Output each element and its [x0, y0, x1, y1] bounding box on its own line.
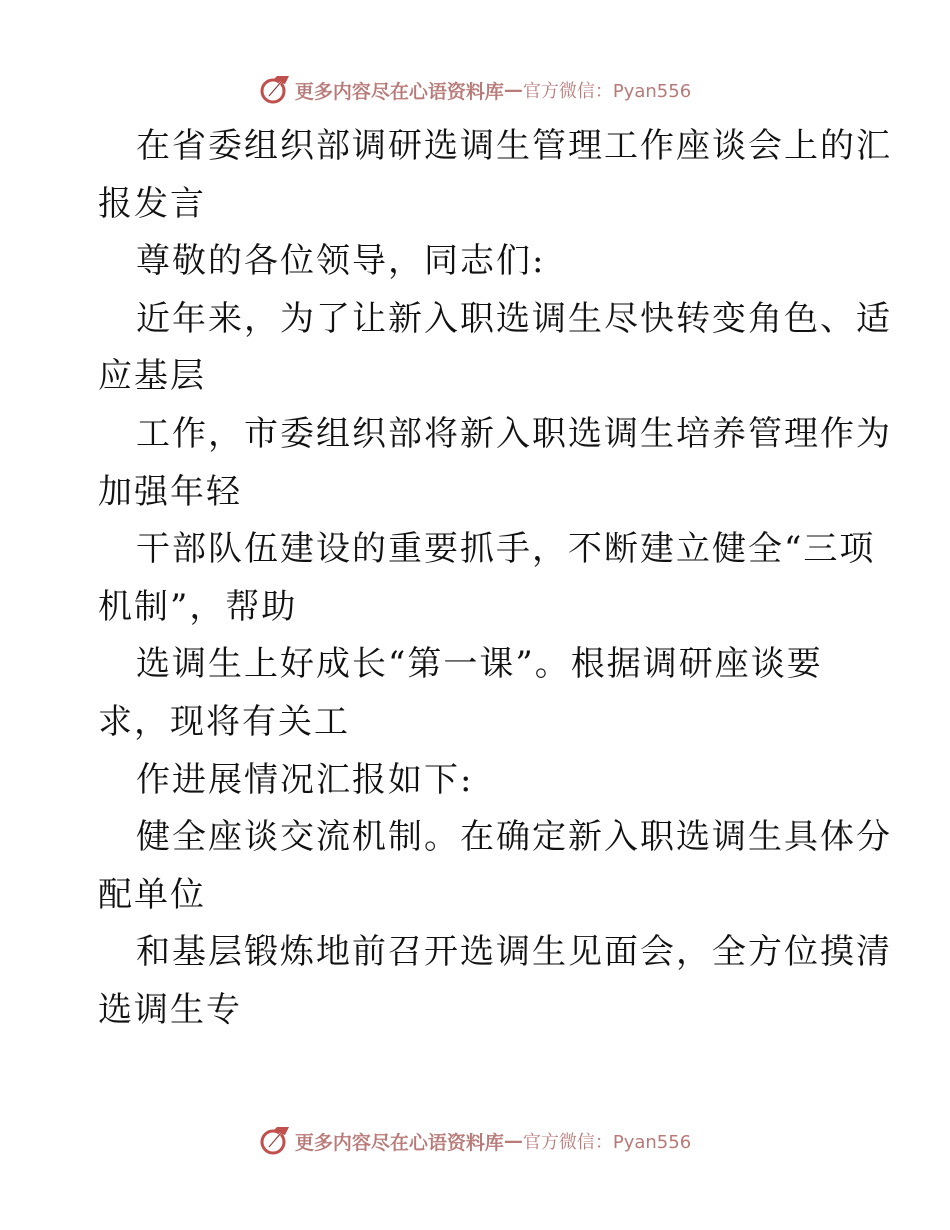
text-line: 近年来，为了让新入职选调生尽快转变角色、适 [136, 298, 892, 339]
text-line: 干部队伍建设的重要抓手，不断建立健全“三项 [136, 529, 876, 570]
quill-pen-logo-icon [259, 1125, 291, 1157]
header-watermark [0, 72, 950, 108]
text-line: 选调生上好成长“第一课”。根据调研座谈要 [136, 644, 823, 685]
text-line: 配单位 [98, 874, 206, 915]
text-line: 在省委组织部调研选调生管理工作座谈会上的汇 [136, 126, 892, 166]
watermark-brand-text: 更多内容尽在心语资料库 [294, 80, 504, 103]
text-line: 加强年轻 [98, 471, 242, 512]
watermark-dash: — [503, 79, 523, 101]
text-line: 工作，市委组织部将新入职选调生培养管理作为 [136, 413, 892, 454]
text-line: 应基层 [98, 356, 206, 397]
quill-pen-logo-icon [259, 74, 291, 106]
footer-watermark [0, 1123, 950, 1159]
watermark-contact-text: 官方微信：Pyan556 [522, 1132, 692, 1153]
text-line: 选调生专 [98, 989, 242, 1030]
text-line: 尊敬的各位领导，同志们: [136, 241, 546, 282]
watermark-brand-text: 更多内容尽在心语资料库 [294, 1131, 504, 1154]
watermark-contact-text: 官方微信：Pyan556 [522, 81, 692, 102]
document-body [98, 118, 892, 1040]
watermark-dash: — [503, 1130, 523, 1152]
text-line: 健全座谈交流机制。在确定新入职选调生具体分 [136, 817, 892, 858]
text-line: 报发言 [98, 183, 206, 224]
text-line: 机制”，帮助 [98, 586, 298, 627]
text-line: 求，现将有关工 [98, 701, 350, 742]
text-line: 作进展情况汇报如下: [136, 759, 474, 800]
text-line: 和基层锻炼地前召开选调生见面会，全方位摸清 [136, 932, 892, 973]
